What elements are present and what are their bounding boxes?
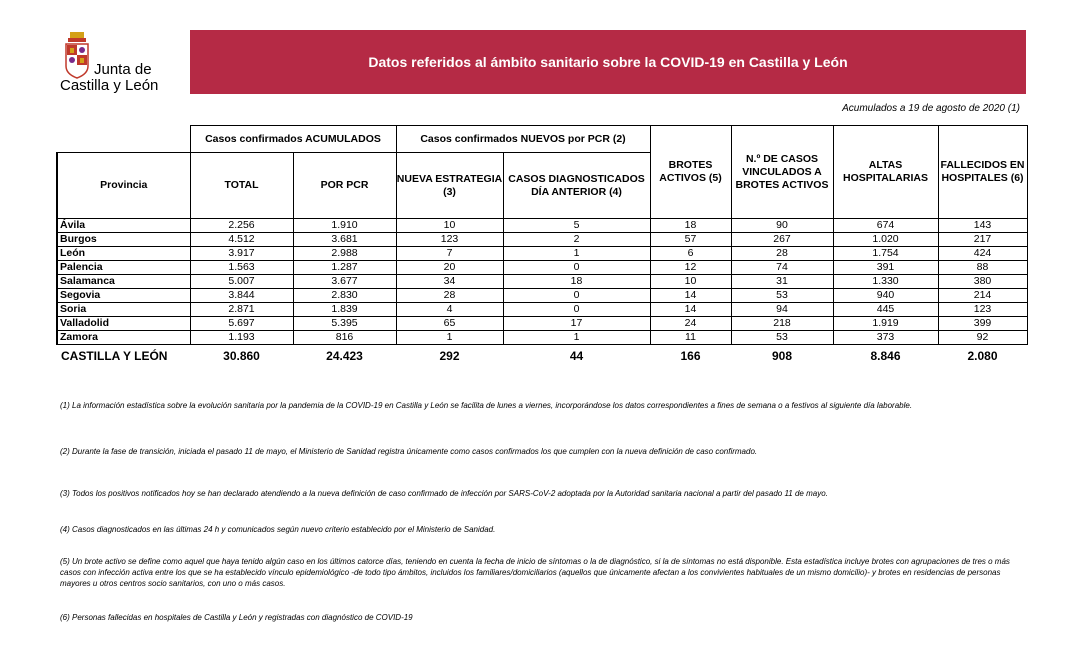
table-cell: 391 xyxy=(833,261,938,275)
table-row xyxy=(57,261,1027,275)
table-row xyxy=(57,275,1027,289)
table-cell: 380 xyxy=(938,275,1027,289)
table-cell: 28 xyxy=(731,247,833,261)
table-cell: 12 xyxy=(650,261,731,275)
table-cell: 123 xyxy=(396,233,503,247)
col-header-fallecidos: FALLECIDOS EN HOSPITALES (6) xyxy=(938,126,1027,219)
table-cell: 53 xyxy=(731,331,833,345)
total-cell: 2.080 xyxy=(938,345,1027,368)
group-header-accumulated: Casos confirmados ACUMULADOS xyxy=(190,126,396,153)
header-blank xyxy=(57,126,190,153)
total-cell: 908 xyxy=(731,345,833,368)
footnote-1: (1) La información estadística sobre la evolución sanitaria por la pandemia de la COVID-19 en Castilla y León se facilita de lunes a viernes, incorporándose los datos correspondientes a fines de semana o a festivos al siguiente día laborable. xyxy=(60,401,913,410)
table-cell: 17 xyxy=(503,317,650,331)
province-name: León xyxy=(57,247,190,261)
footnote-3: (3) Todos los positivos notificados hoy se han declarado atendiendo a la nueva definición de caso confirmado de infección por SARS-CoV-2 adoptada por la Autoridad sanitaria nacional a partir del pasado 11 de mayo. xyxy=(60,489,828,498)
table-cell: 24 xyxy=(650,317,731,331)
footnote-2: (2) Durante la fase de transición, iniciada el pasado 11 de mayo, el Ministerio de Sanidad registra únicamente como casos confirmados los que cumplen con la nueva definición de caso confirmado. xyxy=(60,447,758,456)
footnote-5: (5) Un brote activo se define como aquel que haya tenido algún caso en los últimos catorce días, teniendo en cuenta la fecha de inicio de síntomas o la de diagnóstico, si la de síntomas no está disponible. Esta estadística incluye brotes con agrupaciones de tres o más casos con infección activa entre los que se ha establecido vínculo epidemiológico -de todo tipo ámbitos, incluidos los familiares/domiciliarios (aquellos que únicamente afectan a los convivientes habituales de un mismo domicilio)- y brotes en residencias de personas mayores u otros centros socio sanitarios, con uno o más casos. xyxy=(60,557,1010,588)
table-cell: 10 xyxy=(650,275,731,289)
table-cell: 2.256 xyxy=(190,219,293,233)
table-cell: 57 xyxy=(650,233,731,247)
table-cell: 123 xyxy=(938,303,1027,317)
table-row xyxy=(57,233,1027,247)
total-label: CASTILLA Y LEÓN xyxy=(57,345,190,368)
junta-logo xyxy=(56,32,186,94)
table-cell: 74 xyxy=(731,261,833,275)
table-cell: 20 xyxy=(396,261,503,275)
table-cell: 5.697 xyxy=(190,317,293,331)
table-cell: 7 xyxy=(396,247,503,261)
total-cell: 30.860 xyxy=(190,345,293,368)
table-cell: 1.287 xyxy=(293,261,396,275)
table-cell: 1.754 xyxy=(833,247,938,261)
table-cell: 14 xyxy=(650,289,731,303)
table-cell: 3.917 xyxy=(190,247,293,261)
table-cell: 2.988 xyxy=(293,247,396,261)
footnote-4: (4) Casos diagnosticados en las últimas 24 h y comunicados según nuevo criterio establecido por el Ministerio de Sanidad. xyxy=(60,525,496,534)
province-name: Ávila xyxy=(57,219,190,233)
col-header-por-pcr: POR PCR xyxy=(293,153,396,219)
table-cell: 217 xyxy=(938,233,1027,247)
table-cell: 218 xyxy=(731,317,833,331)
table-cell: 3.681 xyxy=(293,233,396,247)
table-cell: 1 xyxy=(396,331,503,345)
total-cell: 44 xyxy=(503,345,650,368)
table-cell: 88 xyxy=(938,261,1027,275)
covid-data-table xyxy=(56,125,1028,367)
province-name: Zamora xyxy=(57,331,190,345)
table-cell: 1.020 xyxy=(833,233,938,247)
table-cell: 2.830 xyxy=(293,289,396,303)
col-header-altas: ALTAS HOSPITALARIAS xyxy=(833,126,938,219)
total-cell: 24.423 xyxy=(293,345,396,368)
table-cell: 1.563 xyxy=(190,261,293,275)
table-cell: 1.839 xyxy=(293,303,396,317)
table-cell: 18 xyxy=(503,275,650,289)
table-cell: 940 xyxy=(833,289,938,303)
table-cell: 143 xyxy=(938,219,1027,233)
table-cell: 18 xyxy=(650,219,731,233)
table-row xyxy=(57,331,1027,345)
logo-line-1: Junta de xyxy=(94,61,152,78)
total-cell: 8.846 xyxy=(833,345,938,368)
table-cell: 1.330 xyxy=(833,275,938,289)
table-row xyxy=(57,317,1027,331)
table-cell: 3.844 xyxy=(190,289,293,303)
col-header-vinculados: N.º DE CASOS VINCULADOS A BROTES ACTIVOS xyxy=(731,126,833,219)
table-cell: 0 xyxy=(503,303,650,317)
footnote-6: (6) Personas fallecidas en hospitales de Castilla y León y registradas con diagnóstico de COVID-19 xyxy=(60,613,413,622)
table-cell: 11 xyxy=(650,331,731,345)
province-name: Salamanca xyxy=(57,275,190,289)
col-header-province: Provincia xyxy=(57,153,190,219)
table-row xyxy=(57,219,1027,233)
table-cell: 214 xyxy=(938,289,1027,303)
logo-line-2: Castilla y León xyxy=(60,77,159,94)
table-cell: 65 xyxy=(396,317,503,331)
table-cell: 2 xyxy=(503,233,650,247)
table-cell: 1.193 xyxy=(190,331,293,345)
table-cell: 10 xyxy=(396,219,503,233)
province-name: Burgos xyxy=(57,233,190,247)
table-cell: 4.512 xyxy=(190,233,293,247)
table-cell: 4 xyxy=(396,303,503,317)
table-cell: 674 xyxy=(833,219,938,233)
col-header-casos-diagnosticados: CASOS DIAGNOSTICADOS DÍA ANTERIOR (4) xyxy=(503,153,650,219)
table-cell: 1 xyxy=(503,331,650,345)
table-cell: 14 xyxy=(650,303,731,317)
table-row xyxy=(57,303,1027,317)
total-cell: 292 xyxy=(396,345,503,368)
table-cell: 5.395 xyxy=(293,317,396,331)
table-cell: 1.919 xyxy=(833,317,938,331)
page-title-banner xyxy=(190,30,1026,94)
table-row xyxy=(57,247,1027,261)
table-row xyxy=(57,289,1027,303)
col-header-brotes: BROTES ACTIVOS (5) xyxy=(650,126,731,219)
as-of-date: Acumulados a 19 de agosto de 2020 (1) xyxy=(842,103,1020,114)
total-row xyxy=(57,345,1027,368)
table-cell: 0 xyxy=(503,289,650,303)
province-name: Palencia xyxy=(57,261,190,275)
total-cell: 166 xyxy=(650,345,731,368)
table-cell: 399 xyxy=(938,317,1027,331)
table-cell: 53 xyxy=(731,289,833,303)
table-cell: 816 xyxy=(293,331,396,345)
col-header-total: TOTAL xyxy=(190,153,293,219)
table-cell: 5.007 xyxy=(190,275,293,289)
table-cell: 424 xyxy=(938,247,1027,261)
table-cell: 373 xyxy=(833,331,938,345)
table-cell: 3.677 xyxy=(293,275,396,289)
province-name: Soria xyxy=(57,303,190,317)
group-header-new-pcr: Casos confirmados NUEVOS por PCR (2) xyxy=(396,126,650,153)
table-cell: 0 xyxy=(503,261,650,275)
table-cell: 267 xyxy=(731,233,833,247)
table-cell: 1 xyxy=(503,247,650,261)
table-cell: 1.910 xyxy=(293,219,396,233)
coat-of-arms-icon xyxy=(64,32,90,80)
col-header-nueva-estrategia: NUEVA ESTRATEGIA (3) xyxy=(396,153,503,219)
table-cell: 31 xyxy=(731,275,833,289)
table-cell: 5 xyxy=(503,219,650,233)
table-cell: 445 xyxy=(833,303,938,317)
table-cell: 2.871 xyxy=(190,303,293,317)
table-cell: 28 xyxy=(396,289,503,303)
province-name: Segovia xyxy=(57,289,190,303)
table-cell: 94 xyxy=(731,303,833,317)
table-cell: 90 xyxy=(731,219,833,233)
province-name: Valladolid xyxy=(57,317,190,331)
page-title: Datos referidos al ámbito sanitario sobre la COVID-19 en Castilla y León xyxy=(368,54,848,70)
table-cell: 34 xyxy=(396,275,503,289)
table-cell: 6 xyxy=(650,247,731,261)
table-cell: 92 xyxy=(938,331,1027,345)
